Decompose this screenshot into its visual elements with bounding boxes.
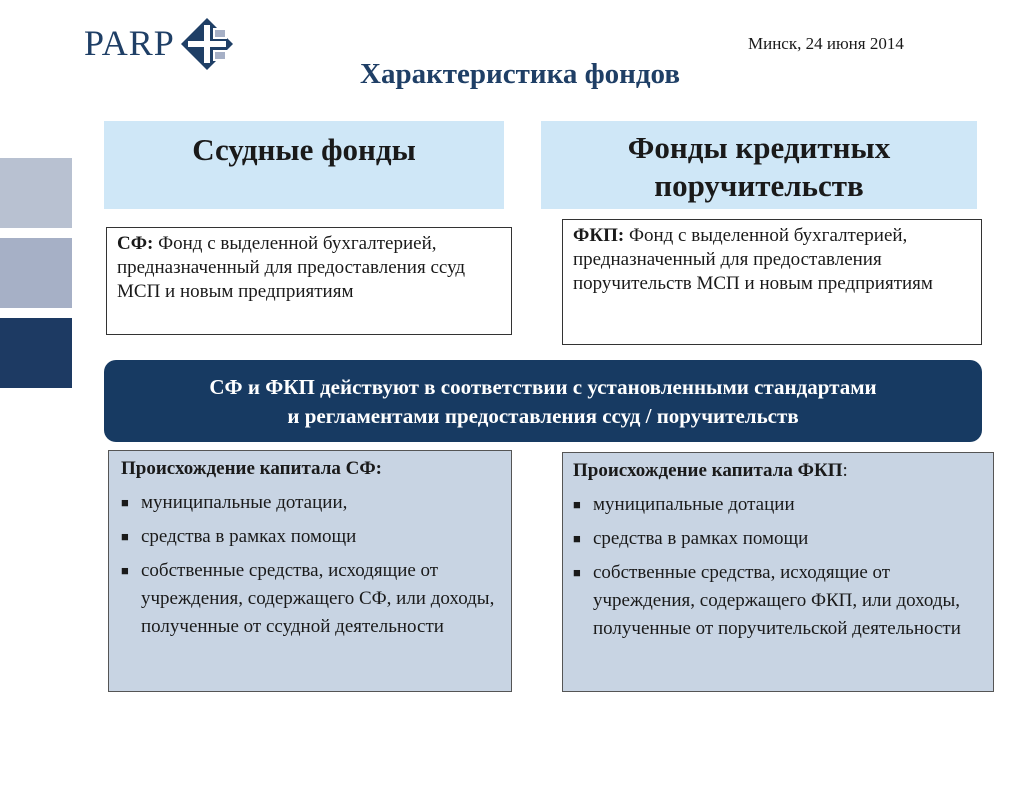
origin-title-suffix: : xyxy=(842,460,848,481)
definition-text: Фонд с выделенной бухгалтерией, предназначенный для предоставления поручительств МСП и новым предприятиям xyxy=(573,225,933,294)
category-title: Ссудные фонды xyxy=(192,132,416,167)
banner-line2: и регламентами предоставления ссуд / поручительств xyxy=(287,404,799,428)
date-label: Минск, 24 июня 2014 xyxy=(748,34,904,53)
definition-abbr: СФ: xyxy=(117,233,154,254)
square-bullet-icon: ■ xyxy=(573,497,581,512)
decorative-bar-medium xyxy=(0,238,72,308)
origin-list xyxy=(573,491,985,643)
standards-banner xyxy=(104,360,982,442)
logo-text: PARP xyxy=(84,23,175,63)
list-item: ■ муниципальные дотации xyxy=(573,491,985,519)
category-header-guarantee-funds xyxy=(541,121,977,209)
definition-box-loan-fund xyxy=(106,227,512,335)
category-header-loan-funds xyxy=(104,121,504,209)
banner-line1: СФ и ФКП действуют в соответствии с установленными стандартами xyxy=(209,375,877,399)
list-item: ■ муниципальные дотации, xyxy=(121,489,503,517)
list-item: ■ собственные средства, исходящие от учреждения, содержащего ФКП, или доходы, полученные от поручительской деятельности xyxy=(573,559,985,643)
definition-abbr: ФКП: xyxy=(573,225,625,246)
square-bullet-icon: ■ xyxy=(573,565,581,580)
list-item: ■ средства в рамках помощи xyxy=(573,525,985,553)
square-bullet-icon: ■ xyxy=(121,529,129,544)
origin-title: Происхождение капитала ФКП xyxy=(573,460,843,481)
page-title: Характеристика фондов xyxy=(360,58,680,90)
square-bullet-icon: ■ xyxy=(573,531,581,546)
list-item: ■ средства в рамках помощи xyxy=(121,523,503,551)
decorative-bar-light xyxy=(0,158,72,228)
square-bullet-icon: ■ xyxy=(121,495,129,510)
origin-list xyxy=(121,489,503,641)
decorative-bar-dark xyxy=(0,318,72,388)
origin-title-row xyxy=(573,457,985,485)
capital-origin-box-guarantee-fund xyxy=(562,452,994,692)
category-title-line2: поручительств xyxy=(654,168,864,203)
category-title-line1: Фонды кредитных xyxy=(627,130,891,165)
definition-text: Фонд с выделенной бухгалтерией, предназначенный для предоставления ссуд МСП и новым предприятиям xyxy=(117,233,466,302)
list-item: ■ собственные средства, исходящие от учреждения, содержащего СФ, или доходы, полученные от ссудной деятельности xyxy=(121,557,503,641)
capital-origin-box-loan-fund xyxy=(108,450,512,692)
definition-box-guarantee-fund xyxy=(562,219,982,345)
square-bullet-icon: ■ xyxy=(121,563,129,578)
origin-title: Происхождение капитала СФ: xyxy=(121,458,382,479)
